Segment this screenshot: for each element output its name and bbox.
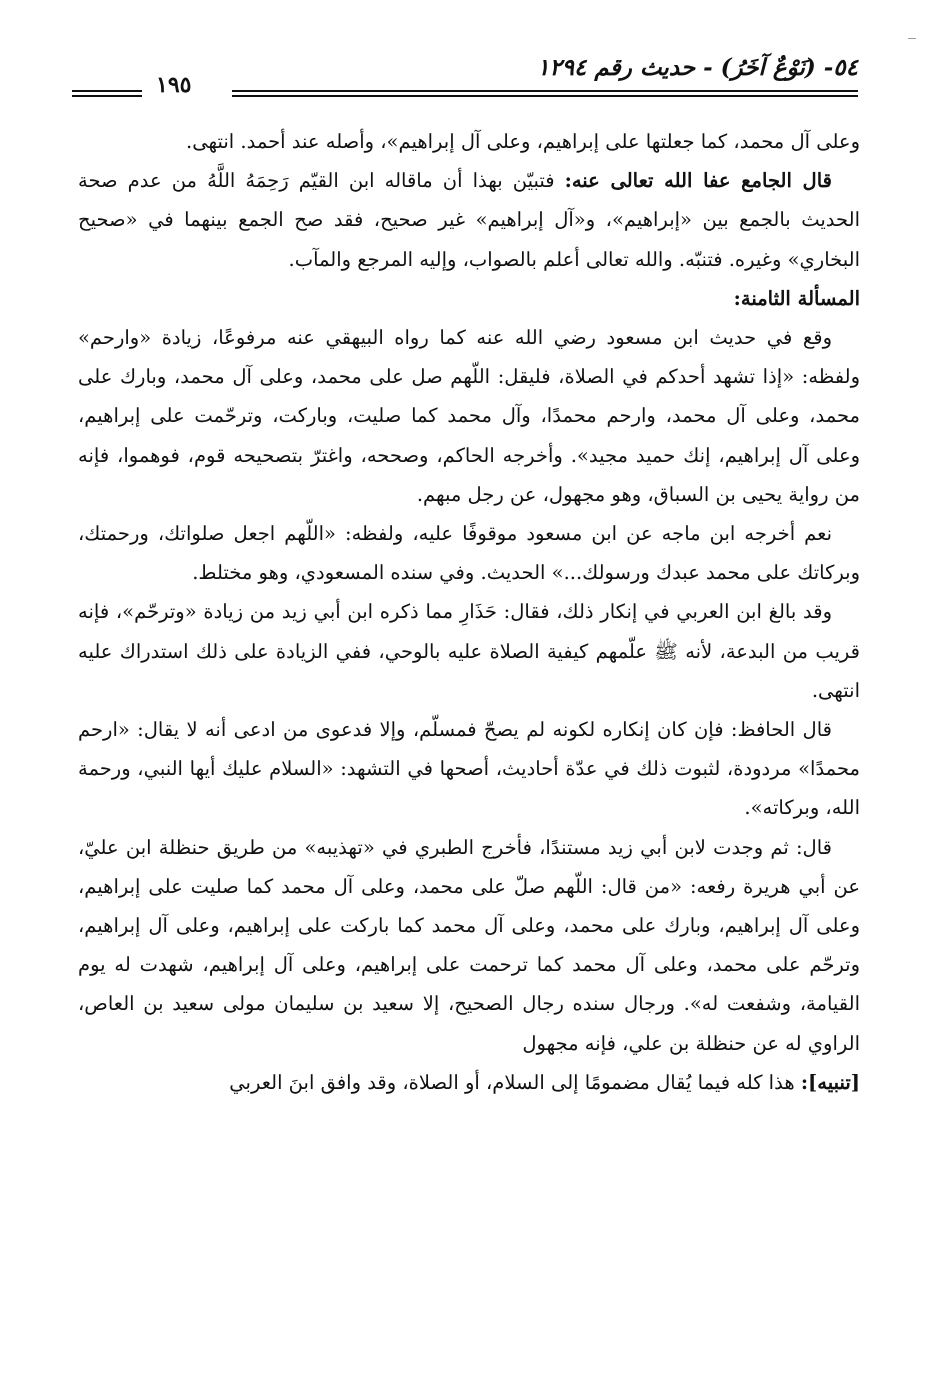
body-text xyxy=(78,122,860,1102)
paragraph xyxy=(78,828,860,1063)
header-rule xyxy=(232,90,858,92)
scan-mark xyxy=(908,38,916,39)
running-title: ٥٤- (نَوْعٌ آخَرُ) - حديث رقم ١٢٩٤ xyxy=(536,54,858,81)
paragraph xyxy=(78,161,860,279)
paragraph-text: قال: ثم وجدت لابن أبي زيد مستندًا، فأخرج الطبري في «تهذيبه» من طريق حنظلة ابن عليّ، عن أبي هريرة رفعه: «من قال: اللّهم صلّ على محمد، وعلى آل محمد كما صليت على إبراهيم، وعلى آل إبراهيم، وبارك على محمد، وعلى آل محمد كما باركت على إبراهيم، وعلى آل إبراهيم، وترحّم على محمد، وعلى آل محمد كما ترحمت على إبراهيم، وعلى آل إبراهيم، شهدت له يوم القيامة، وشفعت له». ورجال سنده رجال الصحيح، إلا سعيد بن سليمان مولى سعيد بن العاص، الراوي له عن حنظلة بن علي، فإنه مجهول xyxy=(78,835,860,1055)
paragraph-lead: قال الجامع عفا الله تعالى عنه: xyxy=(564,169,832,193)
paragraph xyxy=(78,710,860,828)
paragraph-text: وقع في حديث ابن مسعود رضي الله عنه كما رواه البيهقي عنه مرفوعًا، زيادة «وارحم» ولفظه: «إذا تشهد أحدكم في الصلاة، فليقل: اللّهم صل على محمد، وعلى آل محمد، وبارك على محمد، وعلى آل محمد، وارحم محمدًا، وآل محمد كما صليت، وباركت، وترحّمت على إبراهيم، وعلى آل إبراهيم، إنك حميد مجيد». وأخرجه الحاكم، وصححه، واغترّ بتصحيحه قوم، فوهموا، فإنه من رواية يحيى بن السباق، وهو مجهول، عن رجل مبهم. xyxy=(78,326,860,506)
header-rule xyxy=(72,90,142,92)
paragraph-text: وقد بالغ ابن العربي في إنكار ذلك، فقال: حَذَارِ مما ذكره ابن أبي زيد من زيادة «وترحّم»، فإنه قريب من البدعة، لأنه ﷺ علّمهم كيفية الصلاة عليه بالوحي، ففي الزيادة على ذلك استدراك عليه انتهى. xyxy=(78,600,860,702)
page-number: ١٩٥ xyxy=(156,72,192,98)
paragraph xyxy=(78,122,860,161)
page-header xyxy=(72,48,858,104)
header-rule xyxy=(232,95,858,97)
paragraph xyxy=(78,592,860,710)
paragraph xyxy=(78,1063,860,1102)
paragraph-text: فتبيّن بهذا أن ماقاله ابن القيّم رَحِمَهُ اللَّهُ من عدم صحة الحديث بالجمع بين «إبراهيم»، و«آل إبراهيم» غير صحيح، فقد صح الجمع بينهما في «صحيح البخاري» وغيره. فتنبّه. والله تعالى أعلم بالصواب، وإليه المرجع والمآب. xyxy=(78,169,860,271)
paragraph-text: وعلى آل محمد، كما جعلتها على إبراهيم، وعلى آل إبراهيم»، وأصله عند أحمد. انتهى. xyxy=(186,130,860,153)
paragraph-lead: [تنبيه]: xyxy=(800,1070,860,1094)
paragraph-text: قال الحافظ: فإن كان إنكاره لكونه لم يصحّ فمسلّم، وإلا فدعوى من ادعى أنه لا يقال: «ارحم محمدًا» مردودة، لثبوت ذلك في عدّة أحاديث، أصحها في التشهد: «السلام عليك أيها النبي، ورحمة الله، وبركاته». xyxy=(78,718,860,820)
paragraph-text: هذا كله فيما يُقال مضمومًا إلى السلام، أو الصلاة، وقد وافق ابنَ العربي xyxy=(229,1070,801,1094)
paragraph xyxy=(78,514,860,592)
section-heading: المسألة الثامنة: xyxy=(733,286,860,310)
paragraph xyxy=(78,318,860,514)
paragraph-text: نعم أخرجه ابن ماجه عن ابن مسعود موقوفًا عليه، ولفظه: «اللّهم اجعل صلواتك، ورحمتك، وبركاتك على محمد عبدك ورسولك...» الحديث. وفي سنده المسعودي، وهو مختلط. xyxy=(78,522,860,585)
header-rule xyxy=(72,95,142,97)
